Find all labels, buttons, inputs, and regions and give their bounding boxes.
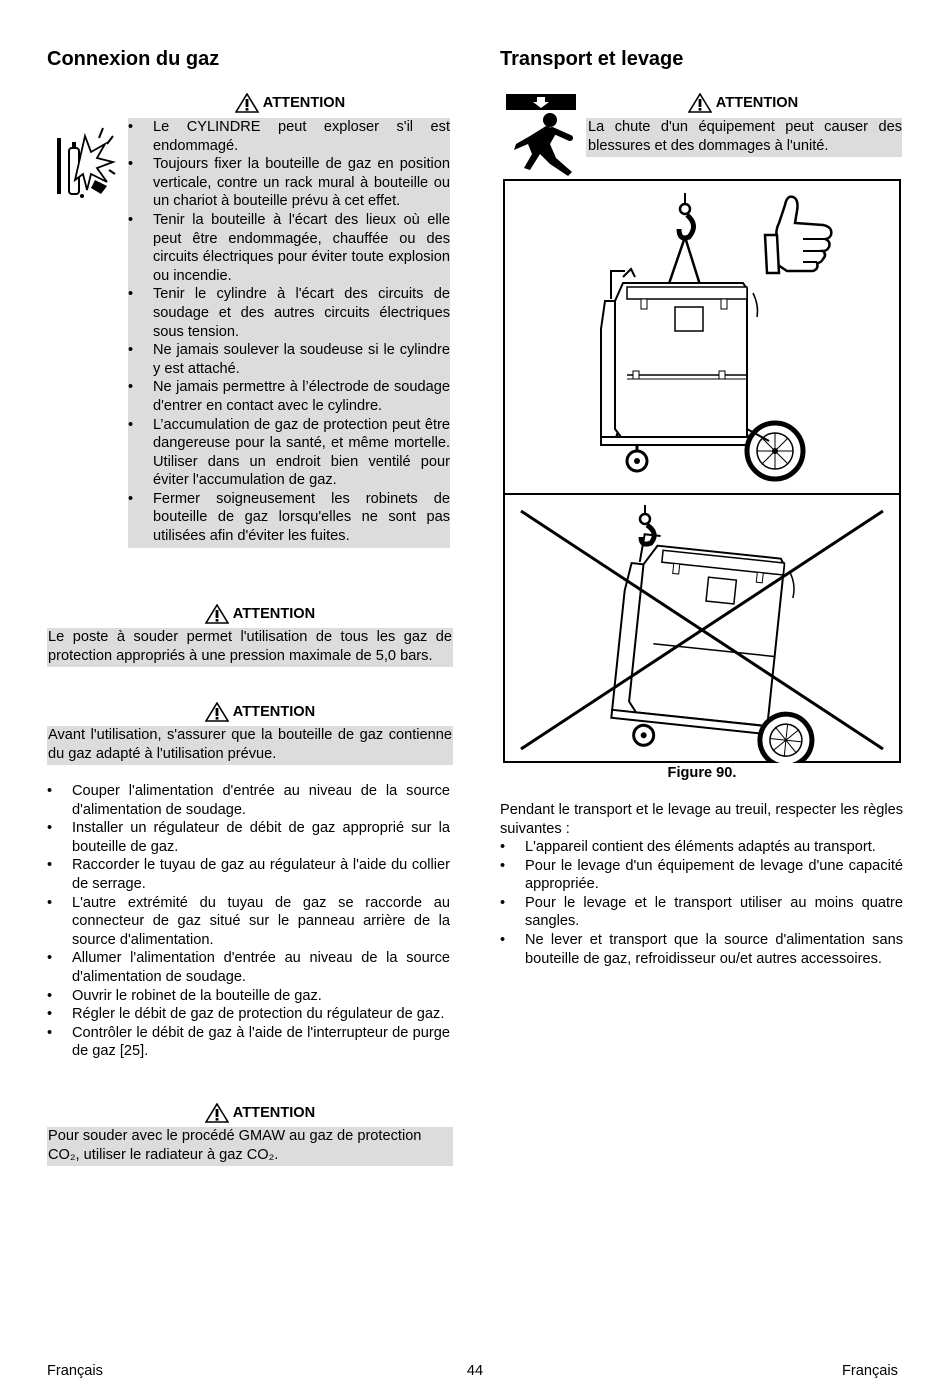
list-item: • L’accumulation de gaz de protection peut être dangereuse pour la santé, et même mortelle. Utiliser dans un endroit bien ventilé pour éviter l'accumulation de gaz.: [128, 416, 450, 490]
warning-heading-falling: ATTENTION: [586, 93, 900, 113]
warning-triangle-icon: [205, 702, 229, 722]
list-item: • Pour le levage et le transport utiliser au moins quatre sangles.: [500, 894, 903, 931]
list-item: • L'autre extrémité du tuyau de gaz se raccorde au connecteur de gaz situé sur le panneau arrière de la source d'alimentation.: [47, 894, 450, 950]
cylinder-explosion-icon: [55, 124, 125, 200]
list-item: • Ne jamais permettre à l’électrode de soudage d'entrer en contact avec le cylindre.: [128, 378, 450, 415]
list-item: • L'appareil contient des éléments adaptés au transport.: [500, 838, 903, 857]
list-item: • Tenir le cylindre à l'écart des circuits de soudage et des autres circuits électriques sous tension.: [128, 285, 450, 341]
warning-box-cylinder: [128, 118, 450, 548]
warning-box-gas-type: Avant l'utilisation, s'assurer que la bouteille de gaz contienne du gaz adapté à l'utilisation prévue.: [47, 726, 453, 765]
warning-heading-gas-type: ATTENTION: [47, 702, 473, 722]
list-item: • Régler le débit de gaz de protection du régulateur de gaz.: [47, 1005, 450, 1024]
list-item: • Raccorder le tuyau de gaz au régulateur à l'aide du collier de serrage.: [47, 856, 450, 893]
warning-box-pressure: Le poste à souder permet l'utilisation de tous les gaz de protection appropriés à une pression maximale de 5,0 bars.: [47, 628, 453, 667]
footer-language-right: Français: [842, 1363, 898, 1379]
list-item: • Ne jamais soulever la soudeuse si le cylindre y est attaché.: [128, 341, 450, 378]
warning-heading-co2: ATTENTION: [47, 1103, 473, 1123]
warning-triangle-icon: [688, 93, 712, 113]
warning-box-co2: Pour souder avec le procédé GMAW au gaz de protection CO₂, utiliser le radiateur à gaz CO₂.: [47, 1127, 453, 1166]
transport-rules: [500, 838, 903, 968]
list-item: • Pour le levage d'un équipement de levage d'une capacité appropriée.: [500, 857, 903, 894]
warning-heading-pressure: ATTENTION: [47, 604, 473, 624]
lifting-figure: [503, 179, 901, 763]
falling-object-icon: [506, 94, 578, 180]
gas-connection-steps: [47, 782, 450, 1061]
list-item: • Installer un régulateur de débit de gaz approprié sur la bouteille de gaz.: [47, 819, 450, 856]
warning-box-falling: La chute d'un équipement peut causer des blessures et des dommages à l'unité.: [586, 118, 902, 157]
warning-heading-cylinder: ATTENTION: [127, 93, 453, 113]
warning-triangle-icon: [205, 604, 229, 624]
list-item: • Ne lever et transport que la source d'alimentation sans bouteille de gaz, refroidisseur ou/et autres accessoires.: [500, 931, 903, 968]
list-item: • Allumer l'alimentation d'entrée au niveau de la source d'alimentation de soudage.: [47, 949, 450, 986]
list-item: • Fermer soigneusement les robinets de bouteille de gaz lorsqu'elles ne sont pas utilisées afin d'éviter les fuites.: [128, 490, 450, 546]
list-item: • Contrôler le débit de gaz à l'aide de l'interrupteur de purge de gaz [25].: [47, 1024, 450, 1061]
list-item: • Le CYLINDRE peut exploser s'il est endommagé.: [128, 118, 450, 155]
warning-triangle-icon: [235, 93, 259, 113]
cylinder-warning-list: [128, 118, 450, 546]
footer-language-left: Français: [47, 1363, 103, 1379]
list-item: • Tenir la bouteille à l'écart des lieux où elle peut être endommagée, chauffée ou des circuits électriques pour éviter toute explosion ou incendie.: [128, 211, 450, 285]
list-item: • Ouvrir le robinet de la bouteille de gaz.: [47, 987, 450, 1006]
figure-caption: Figure 90.: [667, 765, 737, 781]
transport-intro: Pendant le transport et le levage au treuil, respecter les règles suivantes :: [500, 802, 903, 837]
list-item: • Toujours fixer la bouteille de gaz en position verticale, contre un rack mural à bouteille ou un chariot à bouteille prévu à cet effet.: [128, 155, 450, 211]
section-title-transport: Transport et levage: [500, 48, 684, 70]
list-item: • Couper l'alimentation d'entrée au niveau de la source d'alimentation de soudage.: [47, 782, 450, 819]
page-number: 44: [466, 1363, 484, 1379]
section-title-gas: Connexion du gaz: [47, 48, 220, 70]
warning-triangle-icon: [205, 1103, 229, 1123]
